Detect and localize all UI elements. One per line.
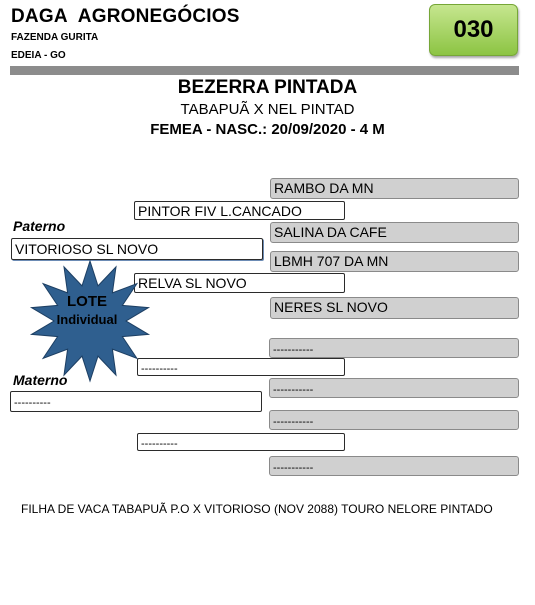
father-box: VITORIOSO SL NOVO [11,238,263,260]
lote-badge-line1: LOTE [67,293,107,310]
great-grandparent-box: ----------- [269,378,519,398]
header-divider [10,66,519,75]
paternal-grandmother-box: RELVA SL NOVO [134,273,345,293]
company-name: DAGA AGRONEGÓCIOS [11,6,240,27]
animal-description: FILHA DE VACA TABAPUÃ P.O X VITORIOSO (NOV 2088) TOURO NELORE PINTADO [21,502,493,516]
paternal-grandfather-box: PINTOR FIV L.CANCADO [134,201,345,220]
great-grandparent-box: ----------- [269,410,519,430]
city-name: EDEIA - GO [11,50,66,61]
great-grandparent-box: RAMBO DA MN [270,178,519,199]
great-grandparent-box: ----------- [269,338,519,358]
great-grandparent-box: ----------- [269,456,519,476]
great-grandparent-box: NERES SL NOVO [270,297,519,319]
lote-badge-text [44,293,130,327]
paterno-label: Paterno [13,218,66,234]
great-grandparent-box: LBMH 707 DA MN [270,251,519,272]
maternal-grandmother-box: ---------- [137,433,345,451]
materno-label: Materno [13,372,68,388]
lote-badge-line2: Individual [56,312,118,327]
farm-name: FAZENDA GURITA [11,32,99,43]
mother-box: ---------- [10,391,262,412]
maternal-grandfather-box: ---------- [137,358,345,376]
great-grandparent-box: SALINA DA CAFE [270,222,519,243]
animal-breed: TABAPUÃ X NEL PINTAD [180,101,355,118]
animal-info: FEMEA - NASC.: 20/09/2020 - 4 M [150,121,385,138]
lot-number-badge: 030 [429,4,518,56]
animal-name: BEZERRA PINTADA [177,77,358,98]
